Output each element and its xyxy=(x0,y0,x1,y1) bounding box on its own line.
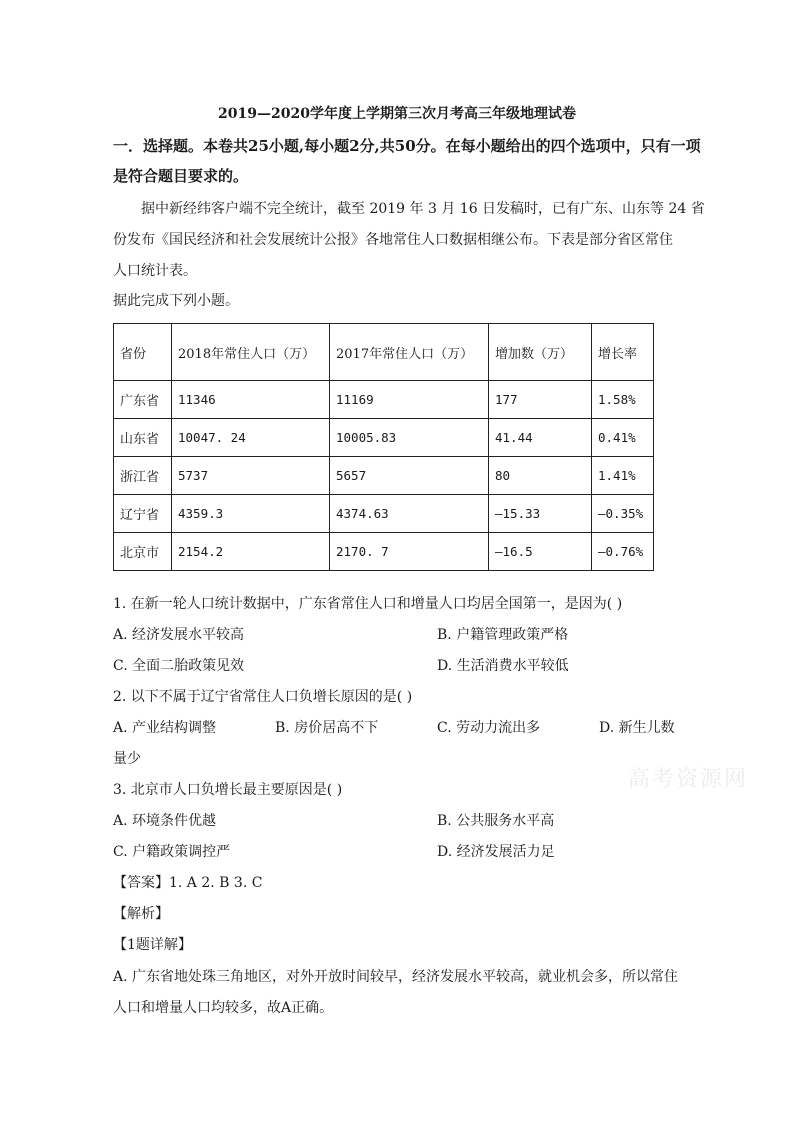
table-cell: 41.44 xyxy=(489,419,592,457)
question-1-option-d: D. 生活消费水平较低 xyxy=(437,658,569,674)
table-cell: —15.33 xyxy=(489,495,592,533)
intro-line1: 据中新经纬客户端不完全统计，截至 2019 年 3 月 16 日发稿时，已有广东、山东等 24 省 xyxy=(141,201,705,217)
table-cell: 广东省 xyxy=(114,381,172,419)
table-cell: 11169 xyxy=(330,381,489,419)
table-cell: 1.58% xyxy=(592,381,654,419)
detail-line2: 人口和增量人口均较多，故A正确。 xyxy=(113,1000,334,1016)
table-cell: 10047. 24 xyxy=(172,419,330,457)
header-cell: 增加数（万） xyxy=(489,324,592,381)
table-cell: —0.35% xyxy=(592,495,654,533)
question-3-option-a: A. 环境条件优越 xyxy=(113,813,217,829)
question-1-option-c: C. 全面二胎政策见效 xyxy=(113,658,245,674)
table-cell: 2154.2 xyxy=(172,533,330,571)
table-cell: 4374.63 xyxy=(330,495,489,533)
question-1-stem: 1. 在新一轮人口统计数据中，广东省常住人口和增量人口均居全国第一，是因为( ) xyxy=(113,596,623,612)
question-2-option-a: A. 产业结构调整 xyxy=(113,720,217,736)
table-cell: 11346 xyxy=(172,381,330,419)
question-3-option-d: D. 经济发展活力足 xyxy=(437,844,555,860)
header-cell: 省份 xyxy=(114,324,172,381)
watermark: 高考资源网 xyxy=(628,767,749,792)
header-cell: 2018年常住人口（万） xyxy=(172,324,330,381)
section-heading-line1: 一．选择题。本卷共25小题,每小题2分,共50分。在每小题给出的四个选项中，只有一项 xyxy=(113,137,701,155)
analysis-label: 【解析】 xyxy=(113,906,169,922)
question-2-option-d: D. 新生儿数 xyxy=(599,720,675,736)
table-row xyxy=(114,419,654,457)
question-2-option-b: B. 房价居高不下 xyxy=(275,720,379,736)
intro-line4: 据此完成下列小题。 xyxy=(113,293,239,309)
table-cell: —16.5 xyxy=(489,533,592,571)
question-2-option-c: C. 劳动力流出多 xyxy=(437,720,541,736)
detail-line1: A. 广东省地处珠三角地区，对外开放时间较早，经济发展水平较高，就业机会多，所以常住 xyxy=(113,969,679,985)
table-row xyxy=(114,495,654,533)
answer-line: 【答案】1. A 2. B 3. C xyxy=(113,875,263,891)
table-cell: 山东省 xyxy=(114,419,172,457)
header-cell: 2017年常住人口（万） xyxy=(330,324,489,381)
table-cell: 5657 xyxy=(330,457,489,495)
table-cell: —0.76% xyxy=(592,533,654,571)
table-cell: 80 xyxy=(489,457,592,495)
question-1-option-a: A. 经济发展水平较高 xyxy=(113,627,245,643)
population-table xyxy=(113,323,654,571)
question-2-stem: 2. 以下不属于辽宁省常住人口负增长原因的是( ) xyxy=(113,689,413,705)
question-3-option-b: B. 公共服务水平高 xyxy=(437,813,555,829)
table-cell: 0.41% xyxy=(592,419,654,457)
table-row xyxy=(114,381,654,419)
table-cell: 浙江省 xyxy=(114,457,172,495)
detail-label: 【1题详解】 xyxy=(113,937,192,953)
section-heading-line2: 是符合题目要求的。 xyxy=(113,167,249,185)
table-cell: 北京市 xyxy=(114,533,172,571)
question-3-option-c: C. 户籍政策调控严 xyxy=(113,844,231,860)
table-row xyxy=(114,457,654,495)
table-header-row xyxy=(114,324,654,381)
table-cell: 177 xyxy=(489,381,592,419)
table-cell: 辽宁省 xyxy=(114,495,172,533)
question-3-stem: 3. 北京市人口负增长最主要原因是( ) xyxy=(113,782,343,798)
page-title: 2019—2020学年度上学期第三次月考高三年级地理试卷 xyxy=(218,106,576,122)
table-cell: 5737 xyxy=(172,457,330,495)
question-2-option-d-continued: 量少 xyxy=(113,751,141,767)
table-cell: 10005.83 xyxy=(330,419,489,457)
intro-line2: 份发布《国民经济和社会发展统计公报》各地常住人口数据相继公布。下表是部分省区常住 xyxy=(113,232,673,248)
intro-line3: 人口统计表。 xyxy=(113,263,197,279)
table-cell: 4359.3 xyxy=(172,495,330,533)
table-cell: 2170. 7 xyxy=(330,533,489,571)
header-cell: 增长率 xyxy=(592,324,654,381)
table-row xyxy=(114,533,654,571)
table-cell: 1.41% xyxy=(592,457,654,495)
question-1-option-b: B. 户籍管理政策严格 xyxy=(437,627,569,643)
